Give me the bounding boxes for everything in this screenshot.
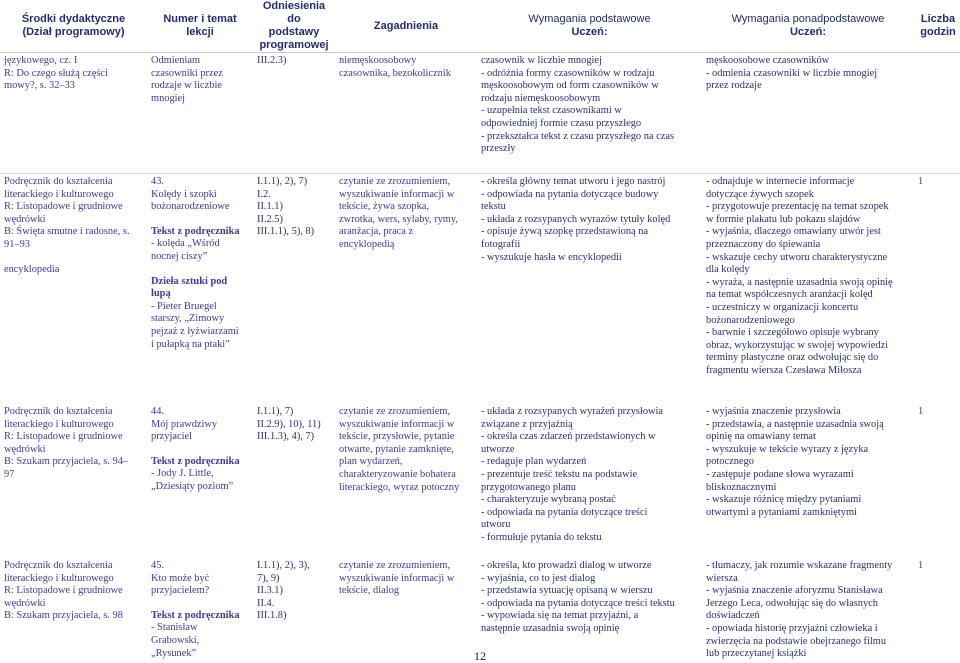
- header-topics: Zagadnienia: [335, 0, 477, 53]
- references-cell: I.1.1), 2), 7) I.2. II.1.1) II.2.5) III.1.1), 5), 8): [257, 176, 315, 238]
- header-extended-requirements: Wymagania ponadpodstawowe Uczeń:: [702, 0, 914, 53]
- basic-requirements-cell: - określa, kto prowadzi dialog w utworze - wyjaśnia, co to jest dialog - przedstawia sytuację opisaną w wierszu - odpowiada na pytania dotyczące treści tekstu - wypowiada się na temat przyjaźni, a następnie uzasadnia swoją opinię: [481, 560, 675, 634]
- header-hours: Liczba godzin: [914, 0, 960, 53]
- lesson-cell: 44. Mój prawdziwy przyjaciel Tekst z podręcznika - Jody J. Little, „Dziesiąty poziom”: [147, 404, 253, 558]
- header-basic-requirements: Wymagania podstawowe Uczeń:: [477, 0, 702, 53]
- basic-requirements-cell: - określa główny temat utworu i jego nastrój - odpowiada na pytania dotyczące budowy tekstu - układa z rozsypanych wyrazów tytuły kolęd - opisuje żywą szopkę przedstawioną na fotografii - wyszukuje hasła w encyklopedii: [481, 176, 671, 263]
- topics-cell: czytanie ze zrozumieniem, wyszukiwanie informacji w tekście, dialog: [339, 560, 455, 597]
- art-heading: Dzieła sztuki pod: [151, 275, 228, 287]
- resources-cell: Podręcznik do kształcenia literackiego i kulturowego R: Listopadowe i grudniowe wędrówki B: Szukam przyjaciela, s. 94– 97: [4, 406, 129, 480]
- table-row: [0, 404, 960, 558]
- resources-cell: językowego, cz. I R: Do czego służą części mowy?, s. 32–33: [0, 53, 147, 174]
- topics-cell: niemęskoosobowy czasownika, bezokolicznik: [335, 53, 477, 174]
- lesson-cell: Odmieniam czasowniki przez rodzaje w liczbie mnogiej: [147, 53, 253, 174]
- topics-cell: czytanie ze zrozumieniem, wyszukiwanie informacji w tekście, żywa szopka, zwrotka, wers, sylaby, rymy, aranżacja, praca z encyklopedią: [339, 176, 458, 250]
- header-resources: Środki dydaktyczne (Dział programowy): [0, 0, 147, 53]
- lesson-cell: 43. Kolędy i szopki bożonarodzeniowe Tekst z podręcznika - kolęda „Wśród nocnej ciszy” Dzieła sztuki pod lupą - Pieter Bruegel starszy, „Zimowy pejzaż z łyżwiarzami i pułapką na ptaki”: [147, 174, 253, 405]
- lesson-cell: 45. Kto może być przyjacielem? Tekst z podręcznika - Stanisław Grabowski, „Rysunek”: [147, 558, 253, 663]
- references-cell: III.2.3): [253, 53, 335, 174]
- text-heading: Tekst z podręcznika: [151, 225, 240, 237]
- extended-requirements-cell: - tłumaczy, jak rozumie wskazane fragmenty wiersza - wyjaśnia znaczenie aforyzmu Stanisława Jerzego Leca, odwołując się do własnych doświadczeń - opowiada historię przyjaźni człowieka i zwierzęcia na podstawie obejrzanego filmu lub przeczytanej książki: [706, 560, 893, 660]
- table-row: [0, 174, 960, 405]
- hours-cell: 1: [918, 560, 924, 571]
- table-body: [0, 53, 960, 663]
- extended-requirements-cell: - wyjaśnia znaczenie przysłowia - przedstawia, a następnie uzasadnia swoją opinię na omawiany temat - wyszukuje w tekście wyrazy z języka potocznego - zastępuje podane słowa wyrazami bliskoznacznymi - wskazuje różnicę między pytaniami otwartymi a pytaniami zamkniętymi: [706, 406, 884, 518]
- text-heading: Tekst z podręcznika: [151, 609, 240, 621]
- art-heading: lupą: [151, 288, 171, 300]
- resources-cell: Podręcznik do kształcenia literackiego i kulturowego R: Listopadowe i grudniowe wędrówki B: Święta smutne i radosne, s. 91–93 encyklopedia: [4, 176, 130, 275]
- hours-cell: [914, 53, 960, 174]
- hours-cell: 1: [918, 176, 924, 187]
- header-lesson: Numer i temat lekcji: [147, 0, 253, 53]
- extended-requirements-cell: - odnajduje w internecie informacje dotyczące żywych szopek - przygotowuje prezentację na temat szopek w formie plakatu lub pokazu slajdów - wyjaśnia, dlaczego omawiany utwór jest przeznaczony do śpiewania - wskazuje cechy utworu charakterystyczne dla kolędy - wyraża, a następnie uzasadnia swoją opinię na temat współczesnych aranżacji kolęd - uczestniczy w organizacji koncertu bożonarodzeniowego - barwnie i szczegółowo opisuje wybrany obraz, wykorzystując w swojej wypowiedzi terminy plastyczne oraz odwołując się do fragmentu wiersza Czesława Miłosza: [706, 176, 893, 376]
- basic-requirements-cell: - układa z rozsypanych wyrażeń przysłowia związane z przyjaźnią - określa czas zdarzeń przedstawionych w utworze - redaguje plan wydarzeń - prezentuje treść tekstu na podstawie przygotowanego planu - charakteryzuje wybraną postać - odpowiada na pytania dotyczące treści utworu - formułuje pytania do tekstu: [481, 406, 664, 543]
- header-row: [0, 0, 960, 53]
- references-cell: I.1.1), 7) II.2.9), 10), 11) III.1.3), 4), 7): [257, 406, 321, 443]
- table-row: [0, 53, 960, 174]
- table-row: [0, 558, 960, 663]
- resources-cell: Podręcznik do kształcenia literackiego i kulturowego R: Listopadowe i grudniowe wędrówki B: Szukam przyjaciela, s. 98: [4, 560, 123, 622]
- references-cell: I.1.1), 2), 3), 7), 9) II.3.1) II.4. III.1.8): [257, 560, 310, 622]
- text-heading: Tekst z podręcznika: [151, 455, 240, 467]
- extended-requirements-cell: męskoosobowe czasowników - odmienia czasowniki w liczbie mnogiej przez rodzaje: [702, 53, 914, 174]
- page-number: 12: [474, 649, 486, 663]
- basic-requirements-cell: czasownik w liczbie mnogiej - odróżnia formy czasowników w rodzaju męskoosobowym od form czasowników w rodzaju niemęskoosobowym - uzupełnia tekst czasownikami w odpowiedniej formie czasu przyszłego - przekształca tekst z czasu przyszłego na czas przeszły: [477, 53, 702, 174]
- header-references: Odniesienia do podstawy programowej: [253, 0, 335, 53]
- topics-cell: czytanie ze zrozumieniem, wyszukiwanie informacji w tekście, przysłowie, pytanie otwarte, pytanie zamknięte, plan wydarzeń, charakteryzowanie bohatera literackiego, wyraz potoczny: [339, 406, 460, 493]
- hours-cell: 1: [918, 406, 924, 417]
